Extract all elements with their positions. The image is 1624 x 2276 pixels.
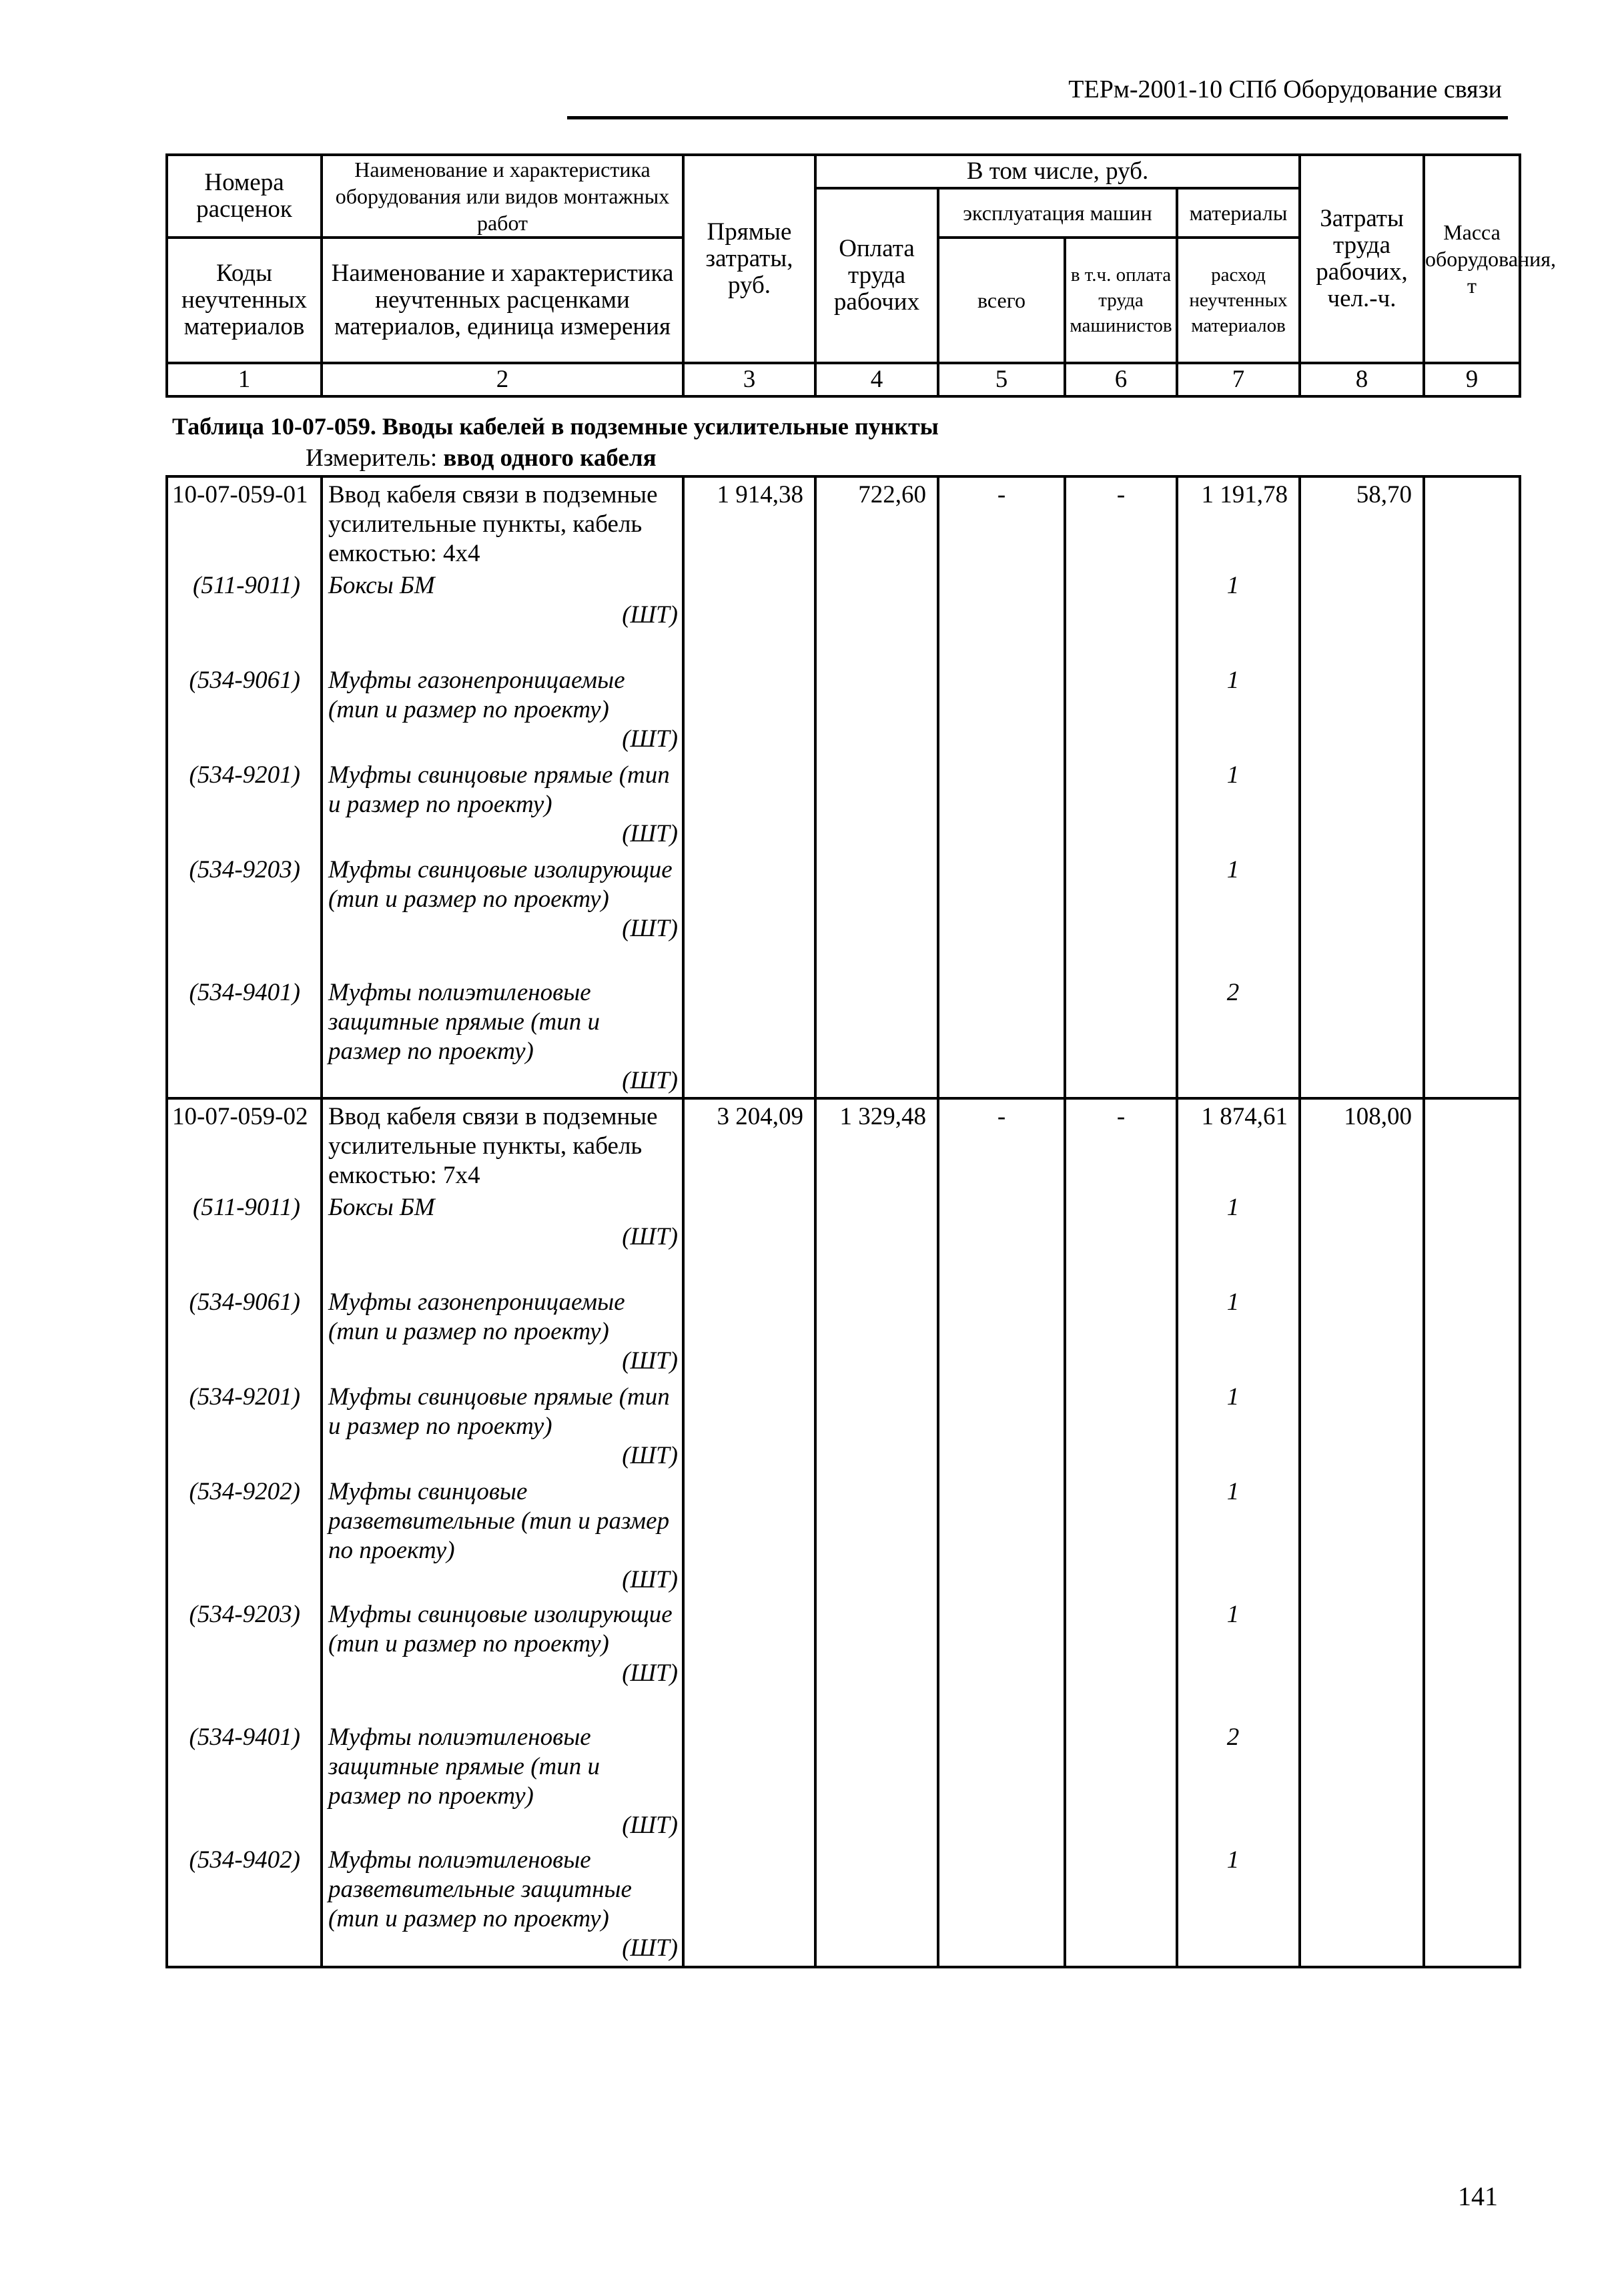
empty-cell xyxy=(683,1720,815,1843)
labor-pay: 722,60 xyxy=(815,476,938,568)
empty-cell xyxy=(1065,1475,1177,1597)
material-name: Муфты полиэтиленовые защитные прямые (тип и размер по проекту) xyxy=(328,1724,600,1810)
empty-cell xyxy=(683,1190,815,1285)
header-material-names: Наименование и характеристика неучтенных расценками материалов, единица измерения xyxy=(322,238,683,363)
material-unit: (ШТ) xyxy=(622,915,678,942)
empty-cell xyxy=(1065,853,1177,976)
material-cell xyxy=(322,1843,683,1967)
material-quantity: 2 xyxy=(1177,1720,1300,1843)
material-code: (534-9401) xyxy=(167,976,322,1098)
material-cell xyxy=(322,1380,683,1475)
empty-cell xyxy=(938,1720,1065,1843)
material-unit: (ШТ) xyxy=(622,1347,678,1375)
material-row xyxy=(167,976,1520,1098)
material-code: (534-9202) xyxy=(167,1475,322,1597)
empty-cell xyxy=(1300,1597,1424,1720)
material-unit: (ШТ) xyxy=(622,820,678,847)
column-header-table xyxy=(165,153,1556,398)
material-unit: (ШТ) xyxy=(622,1812,678,1839)
measure-value: ввод одного кабеля xyxy=(443,444,657,472)
material-unit: (ШТ) xyxy=(622,1442,678,1469)
labor-pay: 1 329,48 xyxy=(815,1098,938,1190)
empty-cell xyxy=(1424,1475,1520,1597)
material-code: (511-9011) xyxy=(167,1190,322,1285)
page-number: 141 xyxy=(1458,2181,1498,2211)
rate-code: 10-07-059-02 xyxy=(167,1098,322,1190)
material-quantity: 1 xyxy=(1177,1597,1300,1720)
rate-row xyxy=(167,1098,1520,1190)
empty-cell xyxy=(938,1190,1065,1285)
material-name: Муфты свинцовые прямые (тип и размер по проекту) xyxy=(328,1383,670,1440)
empty-cell xyxy=(1065,1380,1177,1475)
material-cell xyxy=(322,976,683,1098)
empty-cell xyxy=(815,1475,938,1597)
material-row xyxy=(167,1720,1520,1843)
materials-cost: 1 874,61 xyxy=(1177,1098,1300,1190)
material-row xyxy=(167,568,1520,663)
material-quantity: 2 xyxy=(1177,976,1300,1098)
material-code: (534-9061) xyxy=(167,1285,322,1380)
empty-cell xyxy=(683,1843,815,1967)
empty-cell xyxy=(815,1843,938,1967)
empty-cell xyxy=(1065,663,1177,758)
material-name: Муфты свинцовые прямые (тип и размер по проекту) xyxy=(328,761,670,818)
empty-cell xyxy=(938,758,1065,853)
material-row xyxy=(167,1597,1520,1720)
rate-code: 10-07-059-01 xyxy=(167,476,322,568)
empty-cell xyxy=(938,1597,1065,1720)
material-unit: (ШТ) xyxy=(622,1067,678,1094)
empty-cell xyxy=(1300,976,1424,1098)
column-number: 5 xyxy=(938,363,1065,396)
header-direct-costs: Прямые затраты, руб. xyxy=(683,155,815,363)
empty-cell xyxy=(1424,853,1520,976)
empty-cell xyxy=(938,568,1065,663)
empty-cell xyxy=(1065,1597,1177,1720)
empty-cell xyxy=(1300,853,1424,976)
material-code: (534-9201) xyxy=(167,758,322,853)
material-row xyxy=(167,853,1520,976)
empty-cell xyxy=(1300,1190,1424,1285)
empty-cell xyxy=(938,1475,1065,1597)
empty-cell xyxy=(938,853,1065,976)
empty-cell xyxy=(1424,1720,1520,1843)
material-row xyxy=(167,1285,1520,1380)
material-row xyxy=(167,758,1520,853)
table-caption: Таблица 10-07-059. Вводы кабелей в подземные усилительные пункты xyxy=(172,413,939,440)
material-name: Муфты свинцовые изолирующие (тип и размер по проекту) xyxy=(328,1601,673,1657)
document-header-title: ТЕРм-2001-10 СПб Оборудование связи xyxy=(1068,75,1502,103)
material-cell xyxy=(322,853,683,976)
header-work-name: Наименование и характеристика оборудования или видов монтажных работ xyxy=(322,155,683,238)
material-quantity: 1 xyxy=(1177,1843,1300,1967)
material-quantity: 1 xyxy=(1177,853,1300,976)
column-number: 8 xyxy=(1300,363,1424,396)
header-rule xyxy=(567,116,1508,119)
empty-cell xyxy=(1424,1843,1520,1967)
material-name: Муфты газонепроницаемые (тип и размер по проекту) xyxy=(328,667,625,723)
empty-cell xyxy=(815,663,938,758)
material-row xyxy=(167,1190,1520,1285)
material-row xyxy=(167,1475,1520,1597)
empty-cell xyxy=(1300,1720,1424,1843)
empty-cell xyxy=(815,976,938,1098)
empty-cell xyxy=(683,853,815,976)
material-unit: (ШТ) xyxy=(622,1934,678,1962)
empty-cell xyxy=(683,663,815,758)
material-row xyxy=(167,1380,1520,1475)
empty-cell xyxy=(1424,1380,1520,1475)
material-cell xyxy=(322,1720,683,1843)
material-unit: (ШТ) xyxy=(622,601,678,629)
machinists-pay: - xyxy=(1065,476,1177,568)
empty-cell xyxy=(683,1475,815,1597)
empty-cell xyxy=(1300,568,1424,663)
material-code: (534-9401) xyxy=(167,1720,322,1843)
material-code: (534-9061) xyxy=(167,663,322,758)
empty-cell xyxy=(1065,758,1177,853)
empty-cell xyxy=(815,1597,938,1720)
empty-cell xyxy=(1065,1190,1177,1285)
direct-costs: 1 914,38 xyxy=(683,476,815,568)
empty-cell xyxy=(1065,1843,1177,1967)
empty-cell xyxy=(683,758,815,853)
empty-cell xyxy=(683,1380,815,1475)
material-name: Муфты свинцовые разветвительные (тип и размер по проекту) xyxy=(328,1478,670,1564)
header-machines-total: всего xyxy=(938,238,1065,363)
rate-row xyxy=(167,476,1520,568)
empty-cell xyxy=(1300,1285,1424,1380)
header-rate-numbers: Номера расценок xyxy=(167,155,322,238)
empty-cell xyxy=(683,1597,815,1720)
rate-name: Ввод кабеля связи в подземные усилительные пункты, кабель емкостью: 4x4 xyxy=(322,476,683,568)
header-labor-hours: Затраты труда рабочих, чел.-ч. xyxy=(1300,155,1424,363)
material-cell xyxy=(322,1597,683,1720)
labor-hours: 58,70 xyxy=(1300,476,1424,568)
empty-cell xyxy=(1300,1843,1424,1967)
direct-costs: 3 204,09 xyxy=(683,1098,815,1190)
column-number: 6 xyxy=(1065,363,1177,396)
empty-cell xyxy=(1300,1380,1424,1475)
empty-cell xyxy=(1424,568,1520,663)
empty-cell xyxy=(938,1843,1065,1967)
rates-table xyxy=(165,475,1521,1968)
material-code: (534-9402) xyxy=(167,1843,322,1967)
equipment-mass xyxy=(1424,1098,1520,1190)
rate-name: Ввод кабеля связи в подземные усилительные пункты, кабель емкостью: 7x4 xyxy=(322,1098,683,1190)
column-number: 4 xyxy=(815,363,938,396)
material-cell xyxy=(322,1190,683,1285)
empty-cell xyxy=(938,1380,1065,1475)
empty-cell xyxy=(1065,1285,1177,1380)
column-number: 2 xyxy=(322,363,683,396)
empty-cell xyxy=(815,1380,938,1475)
material-cell xyxy=(322,758,683,853)
empty-cell xyxy=(1424,663,1520,758)
empty-cell xyxy=(815,853,938,976)
empty-cell xyxy=(683,1285,815,1380)
empty-cell xyxy=(815,1285,938,1380)
empty-cell xyxy=(938,1285,1065,1380)
material-unit: (ШТ) xyxy=(622,1659,678,1687)
empty-cell xyxy=(1424,1190,1520,1285)
empty-cell xyxy=(1300,1475,1424,1597)
header-including-group: В том числе, руб. xyxy=(815,155,1300,188)
material-unit: (ШТ) xyxy=(622,1223,678,1250)
header-unaccounted-materials: расход неучтенных материалов xyxy=(1177,238,1300,363)
material-quantity: 1 xyxy=(1177,1190,1300,1285)
header-labor-pay: Оплата труда рабочих xyxy=(815,188,938,363)
material-name: Боксы БМ xyxy=(328,572,435,599)
machines-total: - xyxy=(938,476,1065,568)
empty-cell xyxy=(1065,1720,1177,1843)
header-material-codes: Коды неучтенных материалов xyxy=(167,238,322,363)
empty-cell xyxy=(938,663,1065,758)
empty-cell xyxy=(1424,976,1520,1098)
empty-cell xyxy=(815,1720,938,1843)
empty-cell xyxy=(683,976,815,1098)
material-cell xyxy=(322,1285,683,1380)
empty-cell xyxy=(1065,976,1177,1098)
measure-label: Измеритель: xyxy=(306,444,438,472)
material-quantity: 1 xyxy=(1177,1380,1300,1475)
material-code: (511-9011) xyxy=(167,568,322,663)
material-quantity: 1 xyxy=(1177,1475,1300,1597)
material-name: Боксы БМ xyxy=(328,1194,435,1221)
empty-cell xyxy=(815,758,938,853)
material-code: (534-9203) xyxy=(167,853,322,976)
material-code: (534-9203) xyxy=(167,1597,322,1720)
material-name: Муфты полиэтиленовые разветвительные защитные (тип и размер по проекту) xyxy=(328,1846,632,1932)
equipment-mass xyxy=(1424,476,1520,568)
header-machinists-pay: в т.ч. оплата труда машинистов xyxy=(1065,238,1177,363)
header-materials: материалы xyxy=(1177,188,1300,238)
machinists-pay: - xyxy=(1065,1098,1177,1190)
material-quantity: 1 xyxy=(1177,568,1300,663)
empty-cell xyxy=(1065,568,1177,663)
machines-total: - xyxy=(938,1098,1065,1190)
column-number: 9 xyxy=(1424,363,1520,396)
material-name: Муфты газонепроницаемые (тип и размер по проекту) xyxy=(328,1288,625,1345)
empty-cell xyxy=(1424,1597,1520,1720)
empty-cell xyxy=(1424,758,1520,853)
column-number: 7 xyxy=(1177,363,1300,396)
material-cell xyxy=(322,1475,683,1597)
empty-cell xyxy=(815,568,938,663)
material-code: (534-9201) xyxy=(167,1380,322,1475)
empty-cell xyxy=(815,1190,938,1285)
labor-hours: 108,00 xyxy=(1300,1098,1424,1190)
measure-line xyxy=(306,444,657,472)
material-name: Муфты свинцовые изолирующие (тип и размер по проекту) xyxy=(328,856,673,913)
materials-cost: 1 191,78 xyxy=(1177,476,1300,568)
material-cell xyxy=(322,568,683,663)
material-quantity: 1 xyxy=(1177,663,1300,758)
material-cell xyxy=(322,663,683,758)
empty-cell xyxy=(683,568,815,663)
material-unit: (ШТ) xyxy=(622,725,678,753)
empty-cell xyxy=(1300,758,1424,853)
material-name: Муфты полиэтиленовые защитные прямые (тип и размер по проекту) xyxy=(328,979,600,1065)
material-quantity: 1 xyxy=(1177,758,1300,853)
material-row xyxy=(167,663,1520,758)
column-number: 1 xyxy=(167,363,322,396)
column-number: 3 xyxy=(683,363,815,396)
empty-cell xyxy=(938,976,1065,1098)
header-equipment-mass: Масса оборудования, т xyxy=(1424,155,1520,363)
material-quantity: 1 xyxy=(1177,1285,1300,1380)
empty-cell xyxy=(1424,1285,1520,1380)
header-machines: эксплуатация машин xyxy=(938,188,1177,238)
material-unit: (ШТ) xyxy=(622,1566,678,1593)
material-row xyxy=(167,1843,1520,1967)
empty-cell xyxy=(1300,663,1424,758)
